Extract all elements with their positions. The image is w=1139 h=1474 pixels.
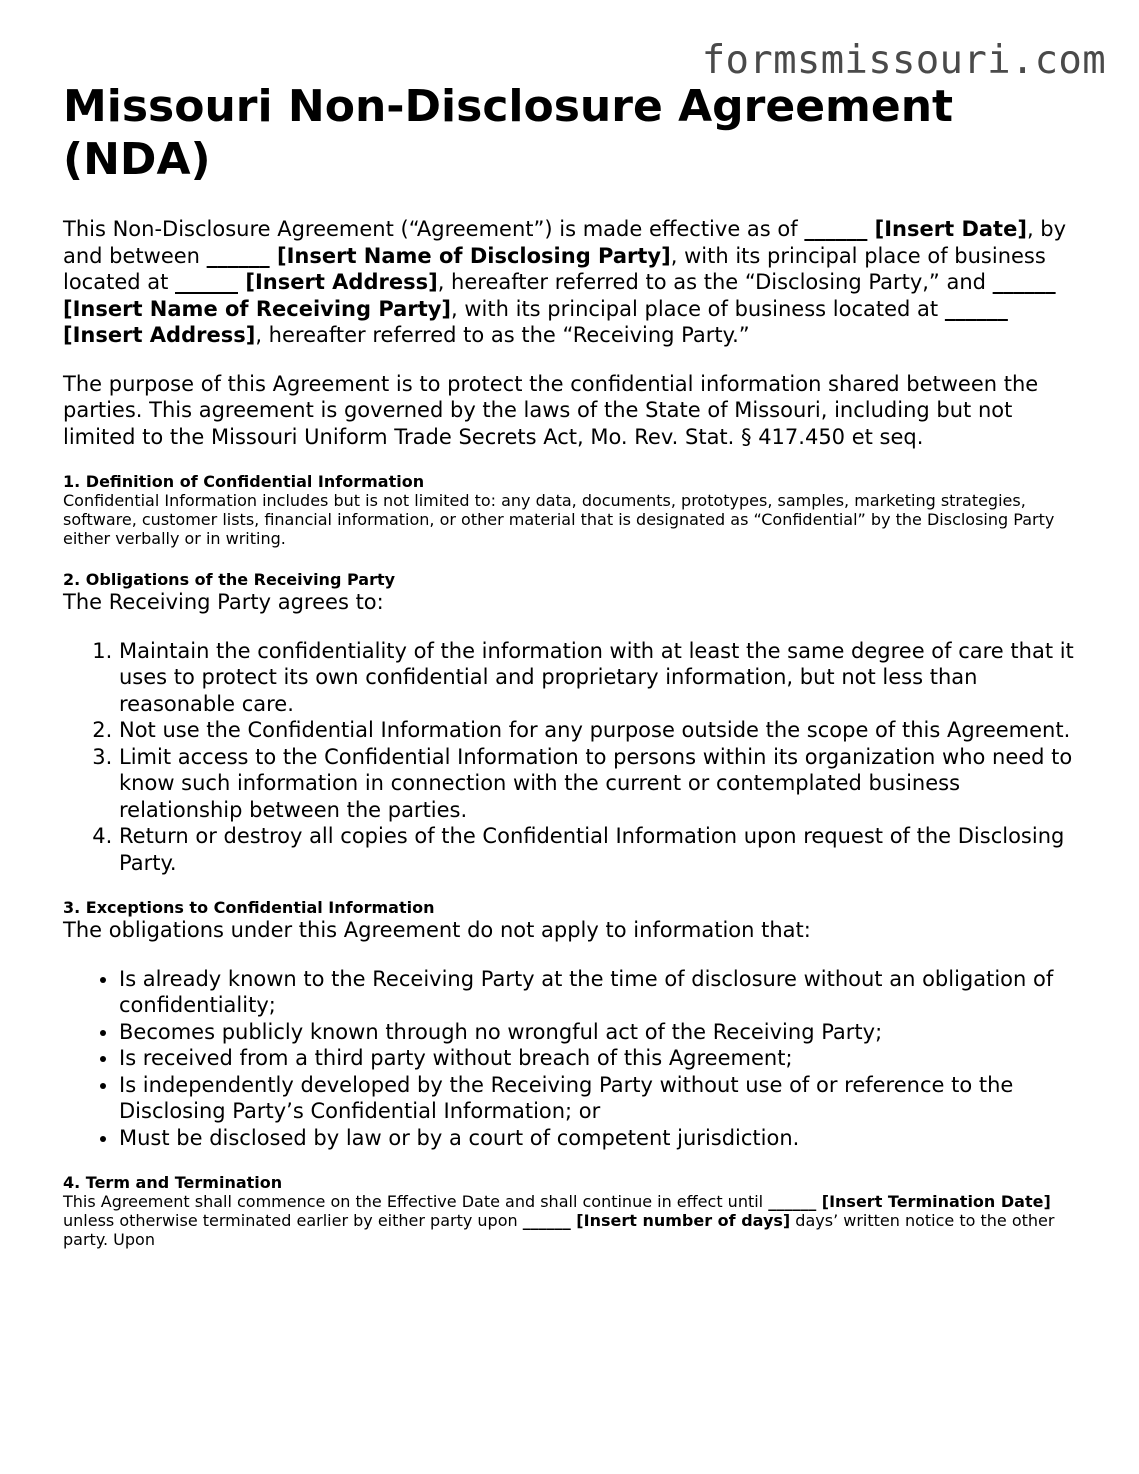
list-item: • Is independently developed by the Receiving Party without use of or reference to the Disclosing Party’s Confidential Information; or [119,1072,1083,1125]
intro-text: , hereafter referred to as the “Receiving Party.” [255,323,750,347]
list-item: • Is received from a third party without breach of this Agreement; [119,1045,1083,1072]
list-item: • Must be disclosed by law or by a court of competent jurisdiction. [119,1125,1083,1152]
date-field[interactable]: ______ [Insert Date] [804,217,1027,241]
section-text: This Agreement shall commence on the Effective Date and shall continue in effect until [63,1192,769,1211]
list-item: 3. Limit access to the Confidential Information to persons within its organization who need to know such information in connection with the current or contemplated business relationship between the parties. [119,744,1083,824]
list-item: • Becomes publicly known through no wrongful act of the Receiving Party; [119,1019,1083,1046]
section-intro: The Receiving Party agrees to: [63,590,384,614]
list-item: 2. Not use the Confidential Information for any purpose outside the scope of this Agreement. [119,717,1083,744]
section-obligations [63,570,1083,876]
document-page [63,80,1083,1271]
document-title: Missouri Non-Disclosure Agreement (NDA) [63,81,954,185]
intro-paragraph [63,216,1083,349]
section-body: Confidential Information includes but is not limited to: any data, documents, prototypes, samples, marketing strategies, software, customer lists, financial information, or other material that is designated as “Confidential” by the Disclosing Party either verbally or in writing. [63,491,1055,548]
section-exceptions [63,898,1083,1151]
list-item: 4. Return or destroy all copies of the Confidential Information upon request of the Disclosing Party. [119,823,1083,876]
section-definition [63,472,1083,548]
section-title: 2. Obligations of the Receiving Party [63,570,396,589]
section-intro: The obligations under this Agreement do not apply to information that: [63,918,811,942]
intro-text: , hereafter referred to as the “Disclosing Party,” and [437,270,993,294]
section-text: unless otherwise terminated earlier by either party upon [63,1211,523,1230]
section-term [63,1173,1083,1249]
list-item: 1. Maintain the confidentiality of the information with at least the same degree of care that it uses to protect its own confidential and proprietary information, but not less than reasonable care. [119,638,1083,718]
obligations-list [63,638,1083,877]
notice-days-field[interactable]: ______ [Insert number of days] [522,1211,791,1230]
section-text: days’ written notice to the other party. Upon [63,1211,1055,1249]
list-item: • Is already known to the Receiving Party at the time of disclosure without an obligation of confidentiality; [119,966,1083,1019]
section-title: 4. Term and Termination [63,1173,283,1192]
exceptions-list [63,966,1083,1152]
section-title: 3. Exceptions to Confidential Information [63,898,435,917]
purpose-paragraph: The purpose of this Agreement is to protect the confidential information shared between the parties. This agreement is governed by the laws of the State of Missouri, including but not limited to the Missouri Uniform Trade Secrets Act, Mo. Rev. Stat. § 417.450 et seq. [63,371,1039,449]
section-title: 1. Definition of Confidential Information [63,472,425,491]
intro-text: , with its principal place of business located at [451,296,945,321]
intro-text: This Non-Disclosure Agreement (“Agreement”) is made effective as of [63,217,805,241]
disclosing-party-name-field[interactable]: ______ [Insert Name of Disclosing Party] [206,243,671,268]
intro-text: , with its principal place of business located at [63,243,1046,294]
intro-text: , by and between [63,217,1067,268]
watermark: formsmissouri.com [701,38,1106,83]
receiving-party-name-field[interactable]: ______ [Insert Name of Receiving Party] [63,270,1056,321]
receiving-party-address-field[interactable]: ______ [Insert Address] [63,296,1008,347]
disclosing-party-address-field[interactable]: ______ [Insert Address] [175,270,438,294]
termination-date-field[interactable]: ______ [Insert Termination Date] [768,1192,1051,1211]
